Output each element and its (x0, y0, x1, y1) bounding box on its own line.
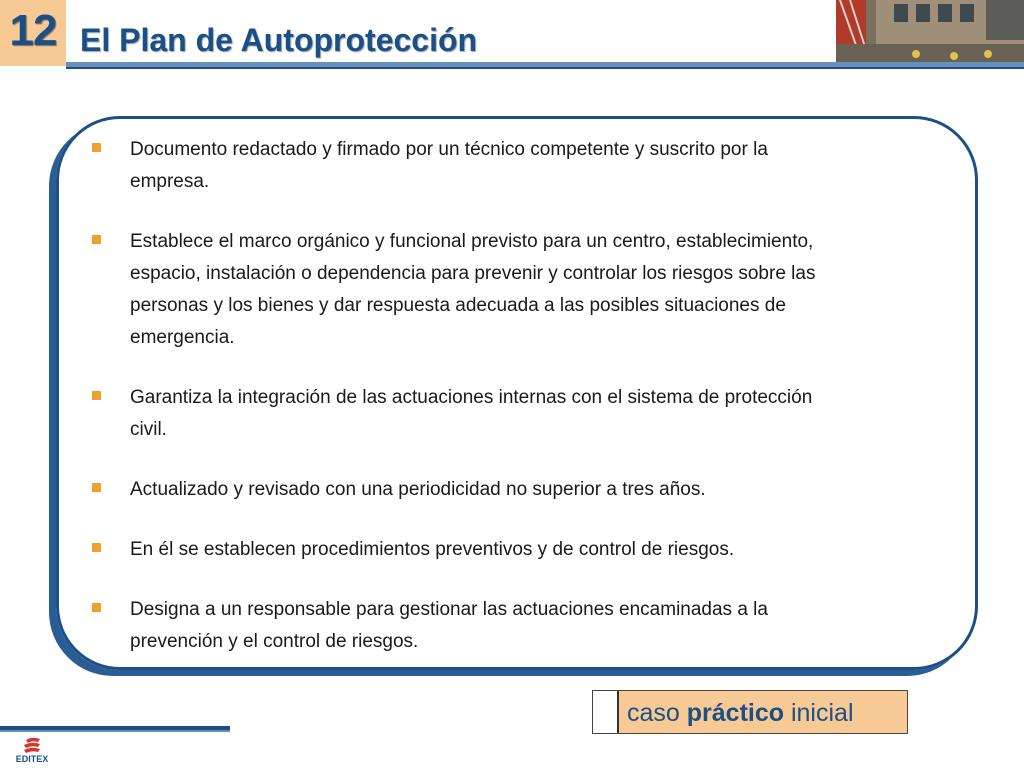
bullet-square-icon (92, 143, 101, 152)
bullet-square-icon (92, 235, 101, 244)
header-divider-dark (66, 67, 1024, 69)
bullet-square-icon (92, 543, 101, 552)
bullet-line: Garantiza la integración de las actuaciones internas con el sistema de protección (130, 387, 813, 408)
bullet-line: Actualizado y revisado con una periodicidad no superior a tres años. (130, 479, 706, 500)
case-practico-inicial-button[interactable] (592, 690, 908, 734)
bullet-item (86, 382, 964, 446)
chapter-number-badge (0, 0, 66, 66)
bullet-item (86, 226, 964, 354)
bullet-line: Designa a un responsable para gestionar las actuaciones encaminadas a la (130, 599, 768, 620)
bullet-square-icon (92, 603, 101, 612)
bullet-line: espacio, instalación o dependencia para prevenir y controlar los riesgos sobre las (130, 263, 816, 284)
bullet-line: empresa. (130, 171, 210, 192)
bullet-line: En él se establecen procedimientos preventivos y de control de riesgos. (130, 539, 735, 560)
chapter-number: 12 (9, 6, 57, 55)
bullet-square-icon (92, 391, 101, 400)
bullet-line: civil. (130, 419, 167, 440)
editex-logo-icon (6, 736, 58, 756)
editex-logo (6, 736, 58, 766)
case-button-tab (593, 691, 619, 733)
bullet-item (86, 534, 964, 566)
bullet-line: prevención y el control de riesgos. (130, 631, 419, 652)
editex-logo-text: EDITEX (15, 754, 49, 764)
footer-divider-light (0, 730, 230, 732)
bullet-item (86, 134, 964, 198)
bullet-item (86, 594, 964, 658)
bullet-item (86, 474, 964, 506)
case-button-label: caso práctico inicial (627, 699, 854, 727)
header-photo (836, 0, 1024, 62)
bullet-square-icon (92, 483, 101, 492)
bullet-line: emergencia. (130, 327, 235, 348)
bullet-line: Establece el marco orgánico y funcional previsto para un centro, establecimiento, (130, 231, 814, 252)
bullet-line: Documento redactado y firmado por un técnico competente y suscrito por la (130, 139, 768, 160)
bullet-line: personas y los bienes y dar respuesta adecuada a las posibles situaciones de (130, 295, 786, 316)
bullet-list (86, 134, 964, 658)
page-title: El Plan de Autoprotección (80, 22, 478, 58)
